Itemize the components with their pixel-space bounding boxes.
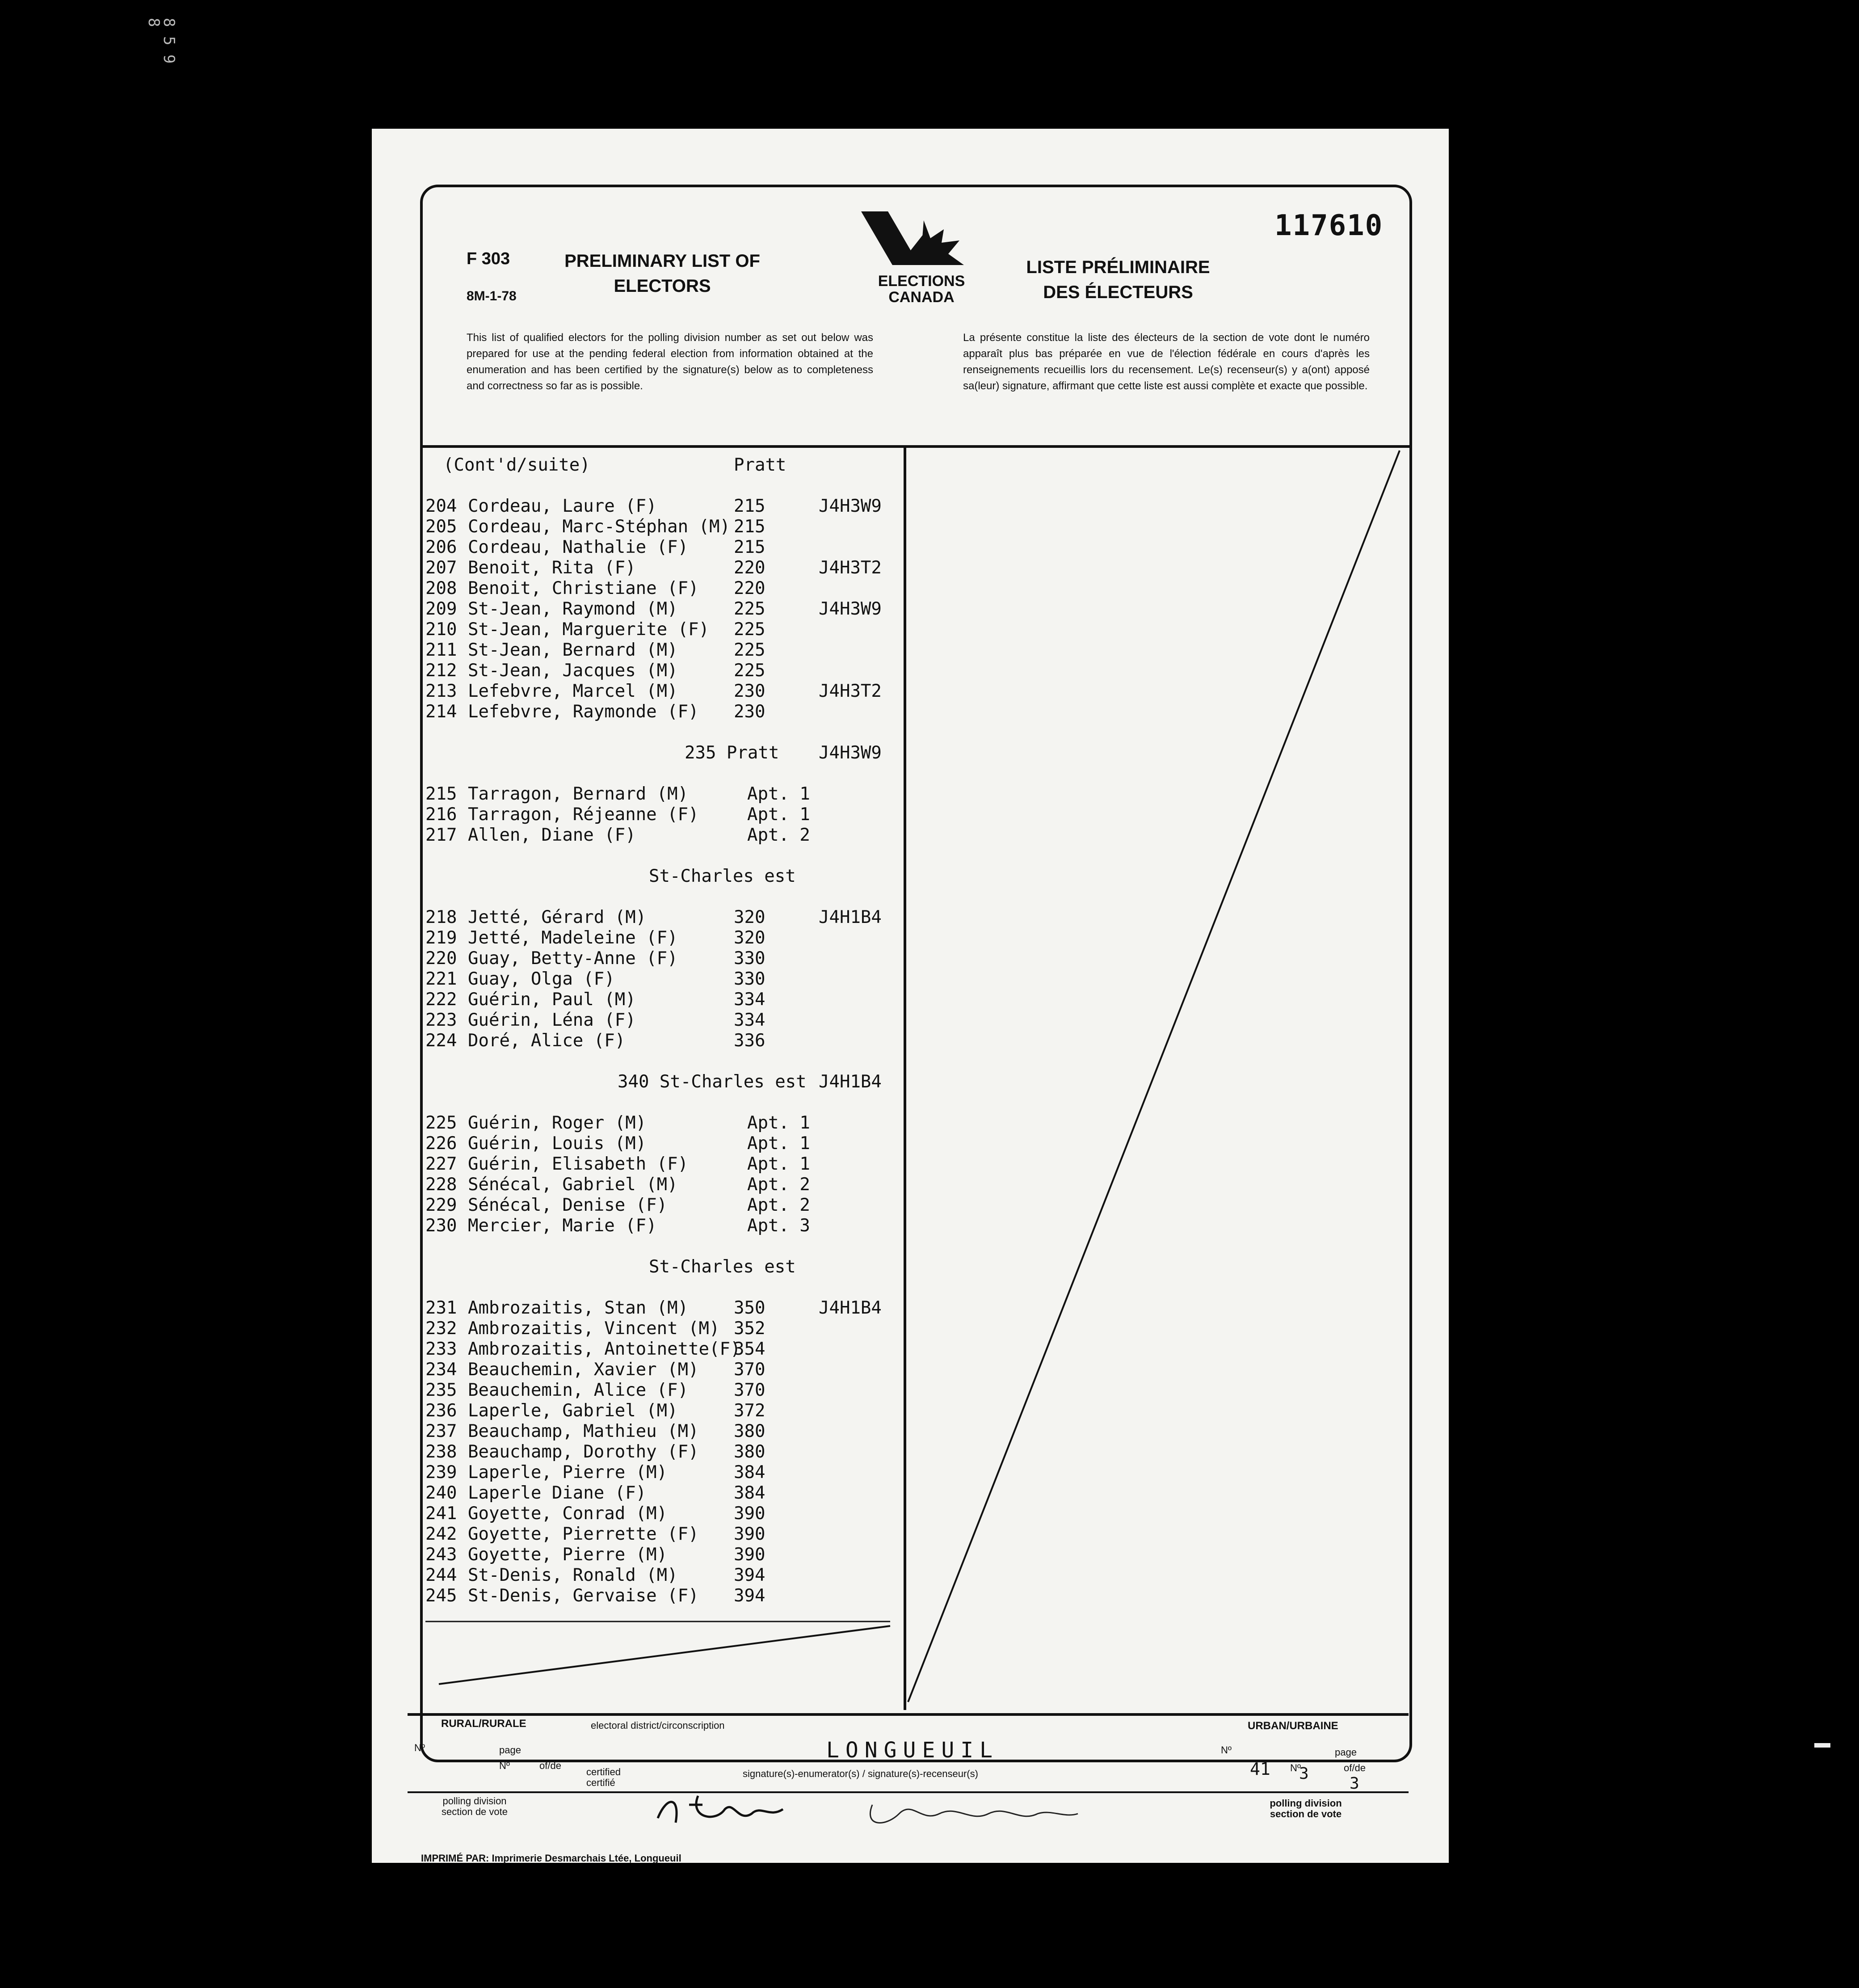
elector-name: Beauchemin, Xavier (M) (468, 1360, 699, 1380)
elector-name: Goyette, Pierrette (F) (468, 1524, 699, 1544)
elector-name: Allen, Diane (F) (468, 825, 636, 845)
urban-no-label: Nº (1221, 1744, 1232, 1756)
enumerator-signatures (649, 1778, 1140, 1841)
building-address: 235 Pratt (685, 743, 779, 763)
elector-name: Tarragon, Réjeanne (F) (468, 804, 699, 825)
elector-name: Laperle, Pierre (M) (468, 1462, 668, 1483)
elector-name: Benoit, Rita (F) (468, 558, 636, 578)
logo-text-elections: ELECTIONS (878, 273, 965, 290)
printer-imprint: IMPRIMÉ PAR: Imprimerie Desmarchais Ltée, Longueuil (421, 1853, 681, 1864)
urban-page-of-label: of/de (1344, 1762, 1366, 1773)
building-address: 340 St-Charles est (618, 1072, 807, 1092)
certified-label: certified certifié (586, 1766, 621, 1788)
left-column-diagonal (439, 1626, 890, 1684)
street-number: 380 (734, 1421, 765, 1441)
street-number: 215 (734, 517, 765, 537)
elector-number: 236 (425, 1401, 457, 1421)
street-number: 354 (734, 1339, 765, 1359)
elector-number: 207 (425, 558, 457, 578)
elector-number: 221 (425, 969, 457, 989)
polling-division-number: 41 (1250, 1759, 1270, 1779)
elector-number: 230 (425, 1216, 457, 1236)
elector-name: St-Jean, Jacques (M) (468, 661, 678, 681)
elector-number: 219 (425, 928, 457, 948)
street-number: 370 (734, 1360, 765, 1380)
postal-code: J4H1B4 (819, 1072, 882, 1092)
postal-code: J4H3W9 (819, 599, 882, 619)
signature-one (658, 1796, 783, 1823)
title-english: PRELIMINARY LIST OF ELECTORS (564, 251, 760, 296)
elector-name: Jetté, Madeleine (F) (468, 928, 678, 948)
elector-name: Beauchamp, Mathieu (M) (468, 1421, 699, 1441)
elector-number: 228 (425, 1175, 457, 1195)
cancellation-lines (372, 129, 1449, 1863)
elector-name: Doré, Alice (F) (468, 1031, 626, 1051)
postal-code: J4H3W9 (819, 496, 882, 516)
elector-number: 220 (425, 948, 457, 969)
postal-code: J4H3T2 (819, 558, 882, 578)
elector-number: 233 (425, 1339, 457, 1359)
notice-english: This list of qualified electors for the polling division number as set out below was prepared for use at the pending federal election from information obtained at the enumeration and has been certified by the signature(s) below as to completeness and correctness so far as is possible. (467, 332, 873, 392)
elector-name: Goyette, Pierre (M) (468, 1545, 668, 1565)
elector-name: Jetté, Gérard (M) (468, 907, 647, 927)
elector-number: 224 (425, 1031, 457, 1051)
urban-label: URBAN/URBAINE (1248, 1720, 1338, 1732)
apartment: Apt. 2 (747, 1195, 810, 1215)
elector-name: Lefebvre, Marcel (M) (468, 681, 678, 701)
elector-number: 234 (425, 1360, 457, 1380)
street-number: 394 (734, 1586, 765, 1606)
street-number: 370 (734, 1380, 765, 1400)
elector-number: 241 (425, 1504, 457, 1524)
elector-number: 208 (425, 578, 457, 598)
street-number: 215 (734, 496, 765, 516)
street-number: 225 (734, 619, 765, 640)
street-number: 320 (734, 907, 765, 927)
logo-text-canada: CANADA (888, 289, 955, 306)
street-number: 394 (734, 1565, 765, 1585)
elector-number: 206 (425, 537, 457, 557)
serial-number: 117610 (1274, 209, 1384, 242)
elector-name: Tarragon, Bernard (M) (468, 784, 689, 804)
elector-number: 226 (425, 1133, 457, 1154)
street-number: 334 (734, 990, 765, 1010)
street-number: 225 (734, 661, 765, 681)
elector-number: 231 (425, 1298, 457, 1318)
street-number: 390 (734, 1524, 765, 1544)
elector-number: 205 (425, 517, 457, 537)
rural-page-label: page (499, 1744, 521, 1756)
postal-code: J4H1B4 (819, 1298, 882, 1318)
elector-name: Guérin, Léna (F) (468, 1010, 636, 1030)
film-edge-mark (1814, 1743, 1830, 1748)
apartment: Apt. 1 (747, 1113, 810, 1133)
elector-name: Guérin, Elisabeth (F) (468, 1154, 689, 1174)
urban-polling-division-label: polling division section de vote (1270, 1798, 1342, 1820)
signature-two (870, 1805, 1078, 1823)
continued-label: (Cont'd/suite) (443, 455, 590, 475)
elector-number: 238 (425, 1442, 457, 1462)
elector-name: Cordeau, Marc-Stéphan (M) (468, 517, 730, 537)
elector-number: 211 (425, 640, 457, 660)
elector-number: 235 (425, 1380, 457, 1400)
elector-name: Guérin, Roger (M) (468, 1113, 647, 1133)
elector-name: Guérin, Paul (M) (468, 990, 636, 1010)
street-number: 334 (734, 1010, 765, 1030)
elector-number: 240 (425, 1483, 457, 1503)
elector-number: 244 (425, 1565, 457, 1585)
electoral-district: LONGUEUIL (826, 1738, 999, 1763)
page-total: 3 (1350, 1774, 1359, 1793)
elector-number: 242 (425, 1524, 457, 1544)
signature-label: signature(s)-enumerator(s) / signature(s)-recenseur(s) (743, 1768, 978, 1779)
urban-page-no-label: Nº (1290, 1762, 1301, 1773)
street-number: 225 (734, 599, 765, 619)
apartment: Apt. 2 (747, 825, 810, 845)
elector-number: 237 (425, 1421, 457, 1441)
elector-name: Goyette, Conrad (M) (468, 1504, 668, 1524)
street-number: 352 (734, 1318, 765, 1339)
elector-name: Benoit, Christiane (F) (468, 578, 699, 598)
street-number: 225 (734, 640, 765, 660)
elector-name: St-Jean, Marguerite (F) (468, 619, 710, 640)
rural-page-no-label: Nº (499, 1760, 510, 1771)
elector-number: 209 (425, 599, 457, 619)
title-french: LISTE PRÉLIMINAIRE DES ÉLECTEURS (1026, 257, 1210, 302)
street-number: 220 (734, 558, 765, 578)
elector-name: Mercier, Marie (F) (468, 1216, 657, 1236)
elector-number: 223 (425, 1010, 457, 1030)
elector-name: Laperle Diane (F) (468, 1483, 647, 1503)
elector-name: St-Jean, Raymond (M) (468, 599, 678, 619)
film-frame-mark: 8 5 9 8 (145, 18, 178, 64)
urban-page-label: page (1335, 1747, 1357, 1758)
elector-name: Guérin, Louis (M) (468, 1133, 647, 1154)
elector-number: 239 (425, 1462, 457, 1483)
elector-number: 217 (425, 825, 457, 845)
street-number: 230 (734, 681, 765, 701)
elector-number: 204 (425, 496, 457, 516)
elector-number: 213 (425, 681, 457, 701)
elector-name: Guay, Olga (F) (468, 969, 615, 989)
elector-number: 225 (425, 1113, 457, 1133)
elector-name: St-Denis, Ronald (M) (468, 1565, 678, 1585)
street-number: 330 (734, 948, 765, 969)
apartment: Apt. 1 (747, 804, 810, 825)
elector-name: St-Jean, Bernard (M) (468, 640, 678, 660)
elector-name: Beauchemin, Alice (F) (468, 1380, 689, 1400)
form-number: F 303 (467, 249, 510, 268)
page-number: 3 (1299, 1765, 1309, 1783)
elector-number: 229 (425, 1195, 457, 1215)
elector-number: 210 (425, 619, 457, 640)
elector-number: 227 (425, 1154, 457, 1174)
street-name: St-Charles est (649, 866, 796, 886)
elector-name: Laperle, Gabriel (M) (468, 1401, 678, 1421)
apartment: Apt. 1 (747, 1154, 810, 1174)
street-number: 384 (734, 1483, 765, 1503)
elector-name: Beauchamp, Dorothy (F) (468, 1442, 699, 1462)
street-number: 230 (734, 702, 765, 722)
rural-polling-division-label: polling division section de vote (442, 1795, 508, 1817)
electors-list-sheet (372, 129, 1449, 1863)
postal-code: J4H3W9 (819, 743, 882, 763)
postal-code: J4H1B4 (819, 907, 882, 927)
elector-name: Cordeau, Nathalie (F) (468, 537, 689, 557)
elector-number: 243 (425, 1545, 457, 1565)
elector-number: 215 (425, 784, 457, 804)
street-number: 390 (734, 1545, 765, 1565)
street-number: 336 (734, 1031, 765, 1051)
street-number: 215 (734, 537, 765, 557)
elector-name: St-Denis, Gervaise (F) (468, 1586, 699, 1606)
elector-number: 214 (425, 702, 457, 722)
rural-page-of-label: of/de (539, 1760, 561, 1771)
street-number: 220 (734, 578, 765, 598)
street-number: 330 (734, 969, 765, 989)
form-date: 8M-1-78 (467, 289, 517, 303)
elector-name: Cordeau, Laure (F) (468, 496, 657, 516)
street-number: 380 (734, 1442, 765, 1462)
street-number: 390 (734, 1504, 765, 1524)
elector-name: Sénécal, Gabriel (M) (468, 1175, 678, 1195)
elector-name: Guay, Betty-Anne (F) (468, 948, 678, 969)
elector-number: 218 (425, 907, 457, 927)
apartment: Apt. 2 (747, 1175, 810, 1195)
street-name: St-Charles est (649, 1257, 796, 1277)
elector-name: Ambrozaitis, Vincent (M) (468, 1318, 720, 1339)
apartment: Apt. 1 (747, 1133, 810, 1154)
elector-name: Lefebvre, Raymonde (F) (468, 702, 699, 722)
street-number: 320 (734, 928, 765, 948)
notice-french: La présente constitue la liste des électeurs de la section de vote dont le numéro apparaît plus bas préparée en vue de l'élection fédérale en cours d'après les renseignements recueillis lors du recensement. Le(s) recenseur(s) y a(ont) apposé sa(leur) signature, affirmant que cette liste est aussi complète et exacte que possible. (963, 332, 1370, 392)
street-name: Pratt (734, 455, 786, 475)
apartment: Apt. 1 (747, 784, 810, 804)
apartment: Apt. 3 (747, 1216, 810, 1236)
elector-name: Sénécal, Denise (F) (468, 1195, 668, 1215)
elector-name: Ambrozaitis, Antoinette(F) (468, 1339, 741, 1359)
elector-number: 222 (425, 990, 457, 1010)
postal-code: J4H3T2 (819, 681, 882, 701)
elector-number: 216 (425, 804, 457, 825)
street-number: 350 (734, 1298, 765, 1318)
elector-number: 212 (425, 661, 457, 681)
street-number: 384 (734, 1462, 765, 1483)
right-column-diagonal (908, 451, 1400, 1702)
elector-number: 245 (425, 1586, 457, 1606)
rural-no-label: Nº (414, 1742, 425, 1753)
elector-name: Ambrozaitis, Stan (M) (468, 1298, 689, 1318)
elector-number: 232 (425, 1318, 457, 1339)
district-label: electoral district/circonscription (591, 1720, 725, 1731)
street-number: 372 (734, 1401, 765, 1421)
rural-label: RURAL/RURALE (441, 1718, 526, 1730)
